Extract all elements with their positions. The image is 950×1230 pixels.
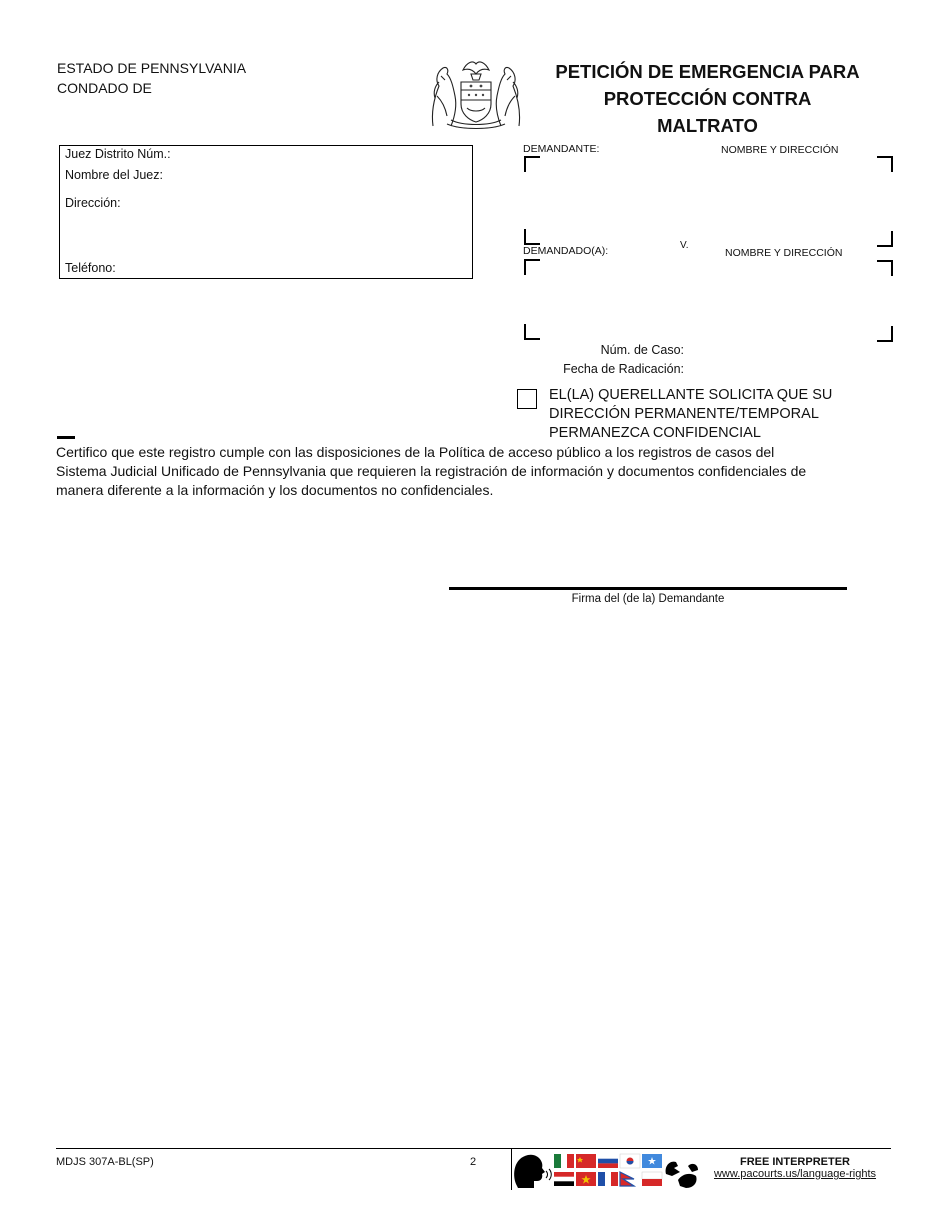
- defendant-field-corner-tl: [524, 259, 540, 275]
- plaintiff-name-label: NOMBRE Y DIRECCIÓN: [721, 144, 839, 156]
- page-number: 2: [470, 1156, 477, 1168]
- plaintiff-field-corner-br: [877, 231, 893, 247]
- confidential-line-1: EL(LA) QUERELLANTE SOLICITA QUE SU: [549, 387, 833, 403]
- defendant-label: DEMANDADO(A):: [523, 245, 609, 257]
- speaking-head-icon: [514, 1155, 551, 1188]
- form-code: MDJS 307A-BL(SP): [56, 1156, 154, 1168]
- county-line: CONDADO DE: [57, 80, 152, 96]
- confidential-request-text: [549, 386, 849, 443]
- certification-text: [56, 443, 816, 500]
- form-title: [540, 58, 875, 139]
- sign-language-hands-icon: [666, 1162, 698, 1188]
- case-number-label: Núm. de Caso:: [600, 343, 684, 357]
- certification-line-1: Certifico que este registro cumple con las disposiciones de la Política de acceso público a los registros de casos del: [56, 444, 775, 460]
- title-line-2: PROTECCIÓN CONTRA: [603, 88, 812, 109]
- defendant-field-corner-bl: [524, 324, 540, 340]
- confidential-address-checkbox[interactable]: [517, 389, 537, 409]
- plaintiff-field-corner-bl: [524, 229, 540, 245]
- versus-text: V.: [680, 240, 689, 251]
- title-line-3: MALTRATO: [657, 115, 758, 136]
- pennsylvania-coat-of-arms-icon: [425, 56, 527, 130]
- interpreter-info: [700, 1156, 890, 1180]
- confidential-line-2: DIRECCIÓN PERMANENTE/TEMPORAL: [549, 406, 819, 422]
- signature-label: Firma del (de la) Demandante: [571, 593, 725, 605]
- filing-date-label: Fecha de Radicación:: [563, 362, 684, 376]
- interpreter-title: FREE INTERPRETER: [739, 1156, 850, 1168]
- judge-info-box: [59, 145, 473, 279]
- language-flags-icon: [554, 1154, 662, 1186]
- plaintiff-field-corner-tl: [524, 156, 540, 172]
- confidential-line-3: PERMANEZCA CONFIDENCIAL: [549, 425, 761, 441]
- certification-line-3: manera diferente a la información y los documentos no confidenciales.: [56, 482, 494, 498]
- defendant-name-label: NOMBRE Y DIRECCIÓN: [725, 247, 843, 259]
- phone-label: Teléfono:: [65, 261, 116, 275]
- state-line: ESTADO DE PENNSYLVANIA: [57, 60, 247, 76]
- section-dash: [57, 436, 75, 439]
- certification-line-2: Sistema Judicial Unificado de Pennsylvania que requieren la registración de información y documentos confidenciales de: [56, 463, 807, 479]
- defendant-field-corner-br: [877, 326, 893, 342]
- plaintiff-field-corner-tr: [877, 156, 893, 172]
- court-header: [57, 58, 246, 98]
- interpreter-icons: [512, 1150, 702, 1190]
- district-label: Juez Distrito Núm.:: [65, 147, 171, 161]
- interpreter-link[interactable]: www.pacourts.us/language-rights: [713, 1168, 877, 1180]
- defendant-field-corner-tr: [877, 260, 893, 276]
- address-label: Dirección:: [65, 196, 121, 210]
- judge-name-label: Nombre del Juez:: [65, 168, 163, 182]
- signature-line[interactable]: [449, 587, 847, 590]
- footer-rule: [56, 1148, 891, 1149]
- title-line-1: PETICIÓN DE EMERGENCIA PARA: [555, 61, 860, 82]
- plaintiff-label: DEMANDANTE:: [523, 143, 600, 155]
